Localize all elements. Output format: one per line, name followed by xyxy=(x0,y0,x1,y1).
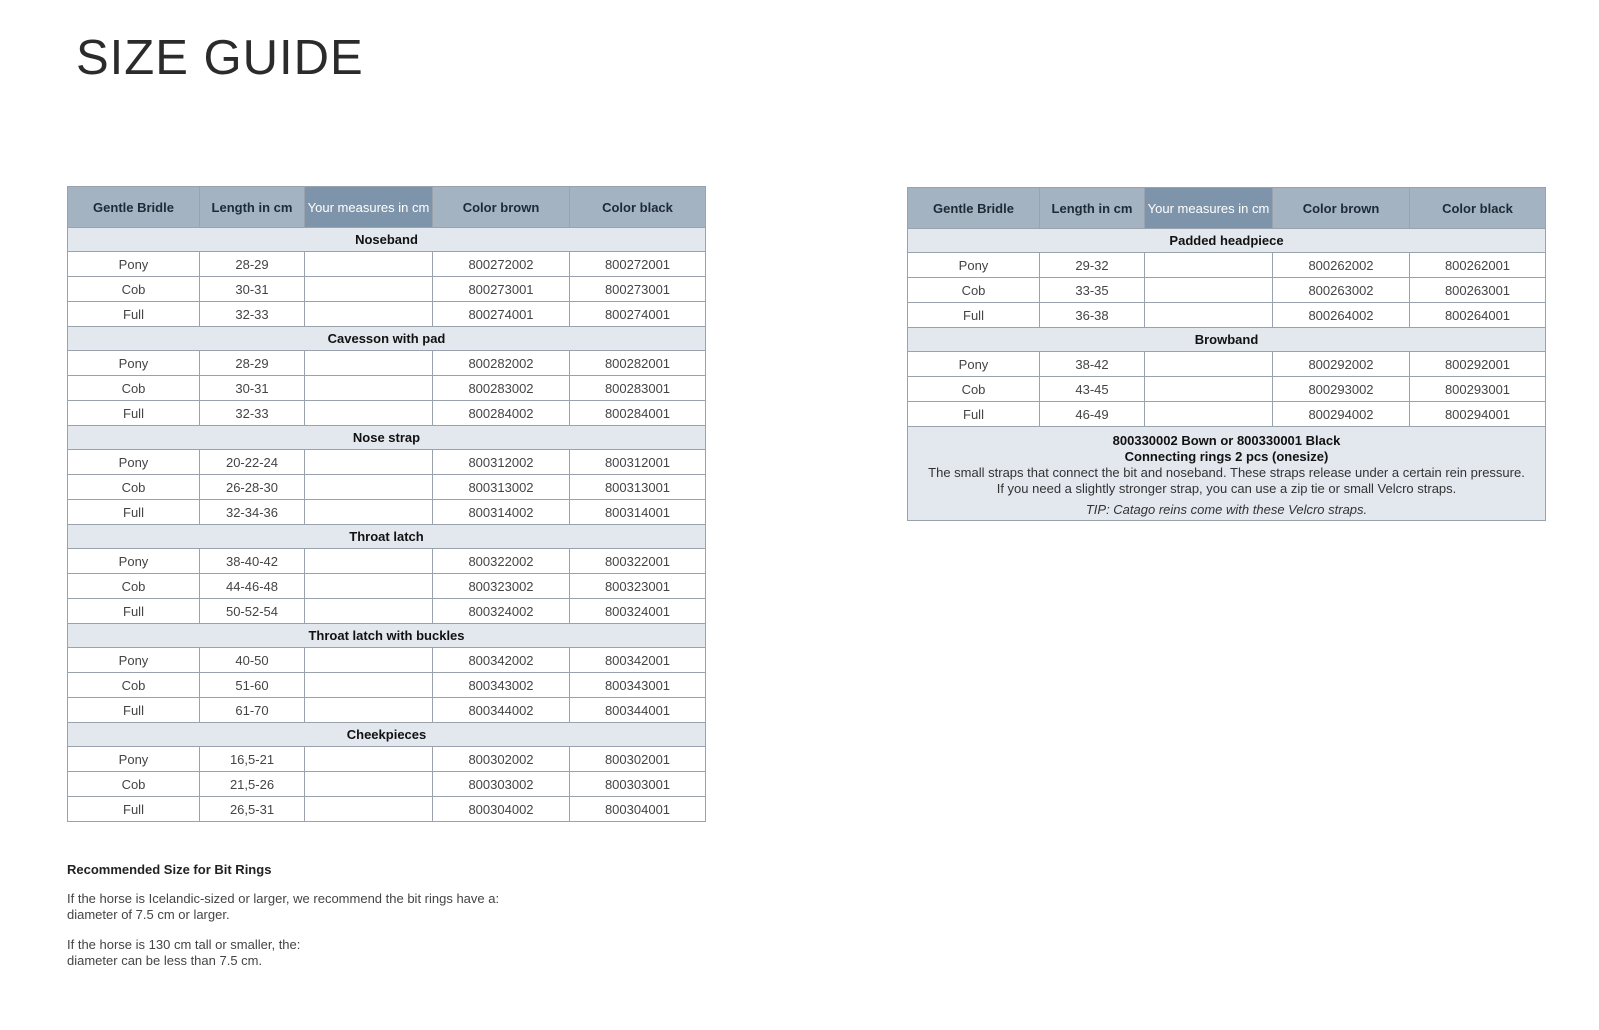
section-title: Throat latch xyxy=(68,525,706,549)
color-black-cell: 800264001 xyxy=(1410,303,1546,328)
your-measure-cell[interactable] xyxy=(305,574,433,599)
color-black-cell: 800322001 xyxy=(570,549,706,574)
color-brown-cell: 800262002 xyxy=(1273,253,1410,278)
color-brown-cell: 800284002 xyxy=(433,401,570,426)
color-brown-cell: 800272002 xyxy=(433,252,570,277)
note-description-2: If you need a slightly stronger strap, you can use a zip tie or small Velcro straps. xyxy=(996,481,1457,496)
color-black-cell: 800302001 xyxy=(570,747,706,772)
length-cell: 30-31 xyxy=(200,376,305,401)
color-black-cell: 800263001 xyxy=(1410,278,1546,303)
length-cell: 33-35 xyxy=(1040,278,1145,303)
table-row xyxy=(68,302,706,327)
color-brown-cell: 800282002 xyxy=(433,351,570,376)
your-measure-cell[interactable] xyxy=(305,277,433,302)
size-cell: Full xyxy=(68,797,200,822)
your-measure-cell[interactable] xyxy=(305,747,433,772)
table-row xyxy=(68,500,706,525)
color-black-cell: 800343001 xyxy=(570,673,706,698)
connecting-rings-note xyxy=(908,427,1546,521)
section-row xyxy=(68,624,706,648)
length-cell: 16,5-21 xyxy=(200,747,305,772)
color-black-cell: 800293001 xyxy=(1410,377,1546,402)
length-cell: 38-40-42 xyxy=(200,549,305,574)
length-cell: 50-52-54 xyxy=(200,599,305,624)
length-cell: 61-70 xyxy=(200,698,305,723)
section-row xyxy=(68,228,706,252)
table-row xyxy=(68,475,706,500)
table-header-row xyxy=(908,188,1546,229)
your-measure-cell[interactable] xyxy=(1145,278,1273,303)
header-length: Length in cm xyxy=(200,187,305,228)
size-cell: Pony xyxy=(68,747,200,772)
header-gentle-bridle: Gentle Bridle xyxy=(68,187,200,228)
header-gentle-bridle: Gentle Bridle xyxy=(908,188,1040,229)
header-length: Length in cm xyxy=(1040,188,1145,229)
header-your-measures: Your measures in cm xyxy=(1145,188,1273,229)
your-measure-cell[interactable] xyxy=(1145,303,1273,328)
size-cell: Full xyxy=(68,302,200,327)
color-brown-cell: 800344002 xyxy=(433,698,570,723)
section-row xyxy=(68,723,706,747)
color-brown-cell: 800292002 xyxy=(1273,352,1410,377)
color-brown-cell: 800342002 xyxy=(433,648,570,673)
color-brown-cell: 800323002 xyxy=(433,574,570,599)
table-row xyxy=(68,673,706,698)
color-black-cell: 800294001 xyxy=(1410,402,1546,427)
table-row xyxy=(68,747,706,772)
size-cell: Pony xyxy=(68,549,200,574)
bit-rings-text: If the horse is Icelandic-sized or larger, we recommend the bit rings have a: xyxy=(67,891,500,906)
color-brown-cell: 800264002 xyxy=(1273,303,1410,328)
table-row xyxy=(908,352,1546,377)
your-measure-cell[interactable] xyxy=(305,475,433,500)
left-size-table xyxy=(67,186,706,822)
section-title: Cheekpieces xyxy=(68,723,706,747)
length-cell: 20-22-24 xyxy=(200,450,305,475)
table-row xyxy=(68,376,706,401)
length-cell: 28-29 xyxy=(200,351,305,376)
your-measure-cell[interactable] xyxy=(1145,352,1273,377)
length-cell: 40-50 xyxy=(200,648,305,673)
length-cell: 44-46-48 xyxy=(200,574,305,599)
color-black-cell: 800312001 xyxy=(570,450,706,475)
section-row xyxy=(68,525,706,549)
connecting-rings-note-row xyxy=(908,427,1546,521)
bit-rings-text: If the horse is 130 cm tall or smaller, the: xyxy=(67,937,301,952)
size-cell: Cob xyxy=(68,475,200,500)
table-header-row xyxy=(68,187,706,228)
your-measure-cell[interactable] xyxy=(305,797,433,822)
length-cell: 21,5-26 xyxy=(200,772,305,797)
header-color-black: Color black xyxy=(570,187,706,228)
note-article-numbers: 800330002 Bown or 800330001 Black xyxy=(1112,433,1341,448)
length-cell: 38-42 xyxy=(1040,352,1145,377)
your-measure-cell[interactable] xyxy=(305,599,433,624)
table-row xyxy=(68,549,706,574)
page-title: SIZE GUIDE xyxy=(76,31,364,85)
bit-rings-text: diameter of 7.5 cm or larger. xyxy=(67,907,230,922)
color-black-cell: 800262001 xyxy=(1410,253,1546,278)
color-brown-cell: 800314002 xyxy=(433,500,570,525)
your-measure-cell[interactable] xyxy=(1145,253,1273,278)
color-black-cell: 800282001 xyxy=(570,351,706,376)
header-color-black: Color black xyxy=(1410,188,1546,229)
table-row xyxy=(908,303,1546,328)
your-measure-cell[interactable] xyxy=(305,698,433,723)
size-cell: Full xyxy=(68,500,200,525)
your-measure-cell[interactable] xyxy=(305,252,433,277)
section-title: Nose strap xyxy=(68,426,706,450)
length-cell: 32-33 xyxy=(200,302,305,327)
your-measure-cell[interactable] xyxy=(305,648,433,673)
length-cell: 29-32 xyxy=(1040,253,1145,278)
bit-rings-paragraph-1 xyxy=(67,891,587,923)
size-cell: Cob xyxy=(908,278,1040,303)
section-title: Browband xyxy=(908,328,1546,352)
note-tip: TIP: Catago reins come with these Velcro straps. xyxy=(1085,502,1368,517)
your-measure-cell[interactable] xyxy=(1145,377,1273,402)
color-black-cell: 800323001 xyxy=(570,574,706,599)
table-row xyxy=(908,278,1546,303)
color-black-cell: 800344001 xyxy=(570,698,706,723)
size-cell: Cob xyxy=(68,376,200,401)
color-brown-cell: 800274001 xyxy=(433,302,570,327)
your-measure-cell[interactable] xyxy=(305,450,433,475)
size-cell: Full xyxy=(68,599,200,624)
section-row xyxy=(68,426,706,450)
table-row xyxy=(908,402,1546,427)
length-cell: 32-33 xyxy=(200,401,305,426)
color-brown-cell: 800293002 xyxy=(1273,377,1410,402)
your-measure-cell[interactable] xyxy=(305,673,433,698)
your-measure-cell[interactable] xyxy=(305,302,433,327)
color-black-cell: 800272001 xyxy=(570,252,706,277)
length-cell: 51-60 xyxy=(200,673,305,698)
color-brown-cell: 800304002 xyxy=(433,797,570,822)
color-black-cell: 800313001 xyxy=(570,475,706,500)
size-cell: Full xyxy=(908,402,1040,427)
your-measure-cell[interactable] xyxy=(305,772,433,797)
color-black-cell: 800292001 xyxy=(1410,352,1546,377)
size-cell: Cob xyxy=(68,772,200,797)
note-product-name: Connecting rings 2 pcs (onesize) xyxy=(1124,449,1329,464)
color-black-cell: 800314001 xyxy=(570,500,706,525)
table-row xyxy=(68,277,706,302)
color-black-cell: 800304001 xyxy=(570,797,706,822)
right-size-table xyxy=(907,187,1546,521)
color-black-cell: 800283001 xyxy=(570,376,706,401)
table-row xyxy=(68,698,706,723)
size-cell: Full xyxy=(908,303,1040,328)
length-cell: 43-45 xyxy=(1040,377,1145,402)
color-black-cell: 800284001 xyxy=(570,401,706,426)
size-cell: Pony xyxy=(908,253,1040,278)
size-cell: Pony xyxy=(68,450,200,475)
color-brown-cell: 800324002 xyxy=(433,599,570,624)
section-row xyxy=(908,229,1546,253)
table-row xyxy=(68,252,706,277)
your-measure-cell[interactable] xyxy=(305,500,433,525)
size-cell: Full xyxy=(68,401,200,426)
table-row xyxy=(908,377,1546,402)
length-cell: 26-28-30 xyxy=(200,475,305,500)
note-description: The small straps that connect the bit and noseband. These straps release under a certain rein pressure. xyxy=(928,465,1525,480)
your-measure-cell[interactable] xyxy=(305,549,433,574)
header-color-brown: Color brown xyxy=(1273,188,1410,229)
size-cell: Pony xyxy=(68,648,200,673)
section-row xyxy=(908,328,1546,352)
header-your-measures: Your measures in cm xyxy=(305,187,433,228)
your-measure-cell[interactable] xyxy=(1145,402,1273,427)
size-cell: Pony xyxy=(68,351,200,376)
length-cell: 46-49 xyxy=(1040,402,1145,427)
color-black-cell: 800274001 xyxy=(570,302,706,327)
color-brown-cell: 800273001 xyxy=(433,277,570,302)
color-black-cell: 800303001 xyxy=(570,772,706,797)
table-row xyxy=(68,401,706,426)
color-brown-cell: 800343002 xyxy=(433,673,570,698)
length-cell: 26,5-31 xyxy=(200,797,305,822)
color-brown-cell: 800303002 xyxy=(433,772,570,797)
color-brown-cell: 800313002 xyxy=(433,475,570,500)
bit-rings-paragraph-2 xyxy=(67,937,587,969)
color-black-cell: 800324001 xyxy=(570,599,706,624)
table-row xyxy=(68,648,706,673)
color-brown-cell: 800263002 xyxy=(1273,278,1410,303)
section-title: Padded headpiece xyxy=(908,229,1546,253)
size-cell: Cob xyxy=(68,574,200,599)
size-cell: Cob xyxy=(908,377,1040,402)
section-title: Throat latch with buckles xyxy=(68,624,706,648)
size-cell: Pony xyxy=(908,352,1040,377)
your-measure-cell[interactable] xyxy=(305,376,433,401)
length-cell: 36-38 xyxy=(1040,303,1145,328)
color-brown-cell: 800294002 xyxy=(1273,402,1410,427)
size-cell: Full xyxy=(68,698,200,723)
your-measure-cell[interactable] xyxy=(305,351,433,376)
length-cell: 32-34-36 xyxy=(200,500,305,525)
color-brown-cell: 800312002 xyxy=(433,450,570,475)
bit-rings-section xyxy=(67,862,587,983)
table-row xyxy=(908,253,1546,278)
color-brown-cell: 800322002 xyxy=(433,549,570,574)
size-cell: Cob xyxy=(68,277,200,302)
section-title: Noseband xyxy=(68,228,706,252)
your-measure-cell[interactable] xyxy=(305,401,433,426)
section-title: Cavesson with pad xyxy=(68,327,706,351)
color-black-cell: 800273001 xyxy=(570,277,706,302)
color-brown-cell: 800283002 xyxy=(433,376,570,401)
size-cell: Pony xyxy=(68,252,200,277)
length-cell: 28-29 xyxy=(200,252,305,277)
table-row xyxy=(68,772,706,797)
table-row xyxy=(68,797,706,822)
table-row xyxy=(68,574,706,599)
length-cell: 30-31 xyxy=(200,277,305,302)
table-row xyxy=(68,450,706,475)
color-brown-cell: 800302002 xyxy=(433,747,570,772)
bit-rings-text: diameter can be less than 7.5 cm. xyxy=(67,953,263,968)
bit-rings-heading: Recommended Size for Bit Rings xyxy=(67,862,272,877)
size-cell: Cob xyxy=(68,673,200,698)
header-color-brown: Color brown xyxy=(433,187,570,228)
section-row xyxy=(68,327,706,351)
table-row xyxy=(68,351,706,376)
color-black-cell: 800342001 xyxy=(570,648,706,673)
table-row xyxy=(68,599,706,624)
